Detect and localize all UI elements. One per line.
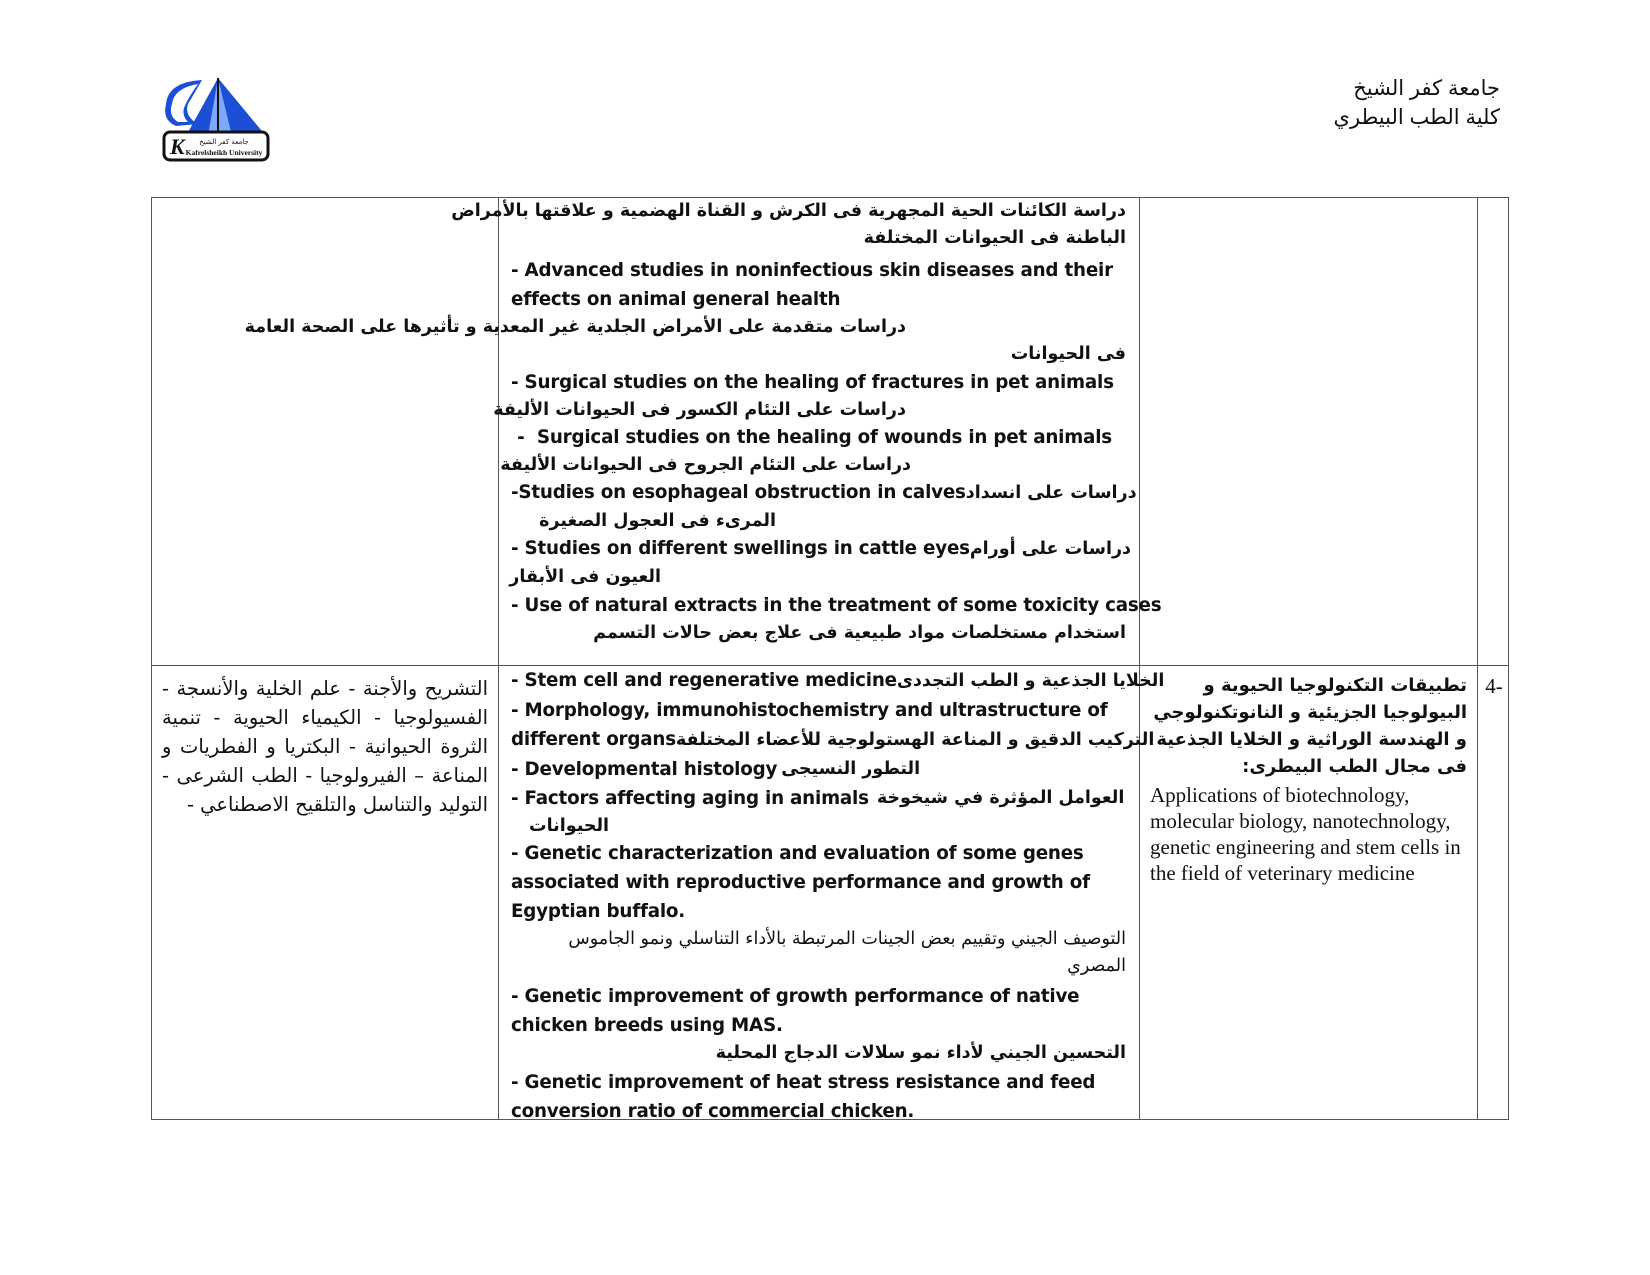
text-ar: دراسات على انسداد: [965, 483, 1137, 503]
text-ar: دراسات على أورام: [969, 539, 1132, 559]
column-divider: [1139, 198, 1140, 1119]
curriculum-table: [151, 197, 1509, 1120]
text-en: - Factors affecting aging in animals: [511, 788, 869, 809]
text-ar: التطور النسيجى: [781, 759, 921, 779]
row1-research-topics: [244, 198, 1162, 646]
text-ar: التركيب الدقيق و المناعة الهستولوجية للأعضاء المختلفة: [675, 730, 1155, 750]
text-line: دراسة الكائنات الحية المجهرية فى الكرش و القناة الهضمية و علاقتها بالأمراض: [451, 201, 1126, 221]
text-line: دراسات على التئام الجروح فى الحيوانات الأليفة: [500, 455, 911, 475]
row2-research-topics: [499, 666, 1165, 1126]
topic-title-ar: تطبيقات التكنولوجيا الحيوية و البيولوجيا الجزيئية و النانوتكنولوجي و الهندسة الوراثية و الخلايا الجذعية فى مجال الطب البيطرى:: [1153, 675, 1467, 777]
text-line: - Morphology, immunohistochemistry and ultrastructure of: [511, 700, 1108, 721]
text-ar: الخلايا الجذعية و الطب التجددى: [896, 671, 1165, 691]
text-line: - Surgical studies on the healing of wounds in pet animals: [511, 427, 1112, 448]
text-line: استخدام مستخلصات مواد طبيعية فى علاج بعض حالات التسمم: [593, 623, 1126, 643]
column-divider: [1477, 198, 1478, 1119]
row2-topic: [1140, 666, 1477, 886]
text-line: المرىء فى العجول الصغيرة: [539, 511, 776, 531]
text-line: [511, 666, 1165, 696]
text-line: chicken breeds using MAS.: [511, 1015, 783, 1036]
text-line: [511, 478, 1137, 508]
text-en: -Studies on esophageal obstruction in calves: [511, 482, 966, 503]
text-line: - Use of natural extracts in the treatment of some toxicity cases: [511, 595, 1162, 616]
text-line: [511, 534, 1132, 564]
text-line: - Genetic improvement of growth performance of native: [511, 986, 1080, 1007]
topic-title-en: Applications of biotechnology, molecular biology, nanotechnology, genetic engineering and stem cells in the field of veterinary medicine: [1150, 783, 1461, 885]
text-en: - Studies on different swellings in cattle eyes: [511, 538, 970, 559]
logo-text-ar: جامعة كفر الشيخ: [199, 138, 249, 146]
row2-number: 4-: [1485, 674, 1503, 698]
text-ar: العوامل المؤثرة في شيخوخة: [876, 788, 1125, 808]
text-line: فى الحيوانات: [1010, 344, 1126, 364]
text-line: التحسين الجيني لأداء نمو سلالات الدجاج المحلية: [715, 1043, 1126, 1063]
text-line: - Surgical studies on the healing of fractures in pet animals: [511, 372, 1114, 393]
text-line: conversion ratio of commercial chicken.: [511, 1101, 915, 1122]
university-name: جامعة كفر الشيخ: [1353, 77, 1500, 100]
text-line: التوصيف الجيني وتقييم بعض الجينات المرتبطة بالأداء التناسلي ونمو الجاموس: [568, 929, 1126, 949]
header-institution: [1334, 74, 1500, 132]
text-line: - Genetic improvement of heat stress resistance and feed: [511, 1072, 1096, 1093]
text-line: العيون فى الأبقار: [509, 567, 661, 587]
svg-text:K: K: [170, 134, 185, 159]
text-line: دراسات على التئام الكسور فى الحيوانات الأليفة: [493, 400, 906, 420]
text-line: دراسات متقدمة على الأمراض الجلدية غير المعدية و تأثيرها على الصحة العامة: [244, 317, 906, 337]
text-en: - Developmental histology: [511, 759, 778, 780]
text-line: المصري: [1067, 956, 1126, 976]
text-line: Egyptian buffalo.: [511, 901, 686, 922]
text-line: [511, 755, 1126, 784]
university-logo: [158, 74, 276, 166]
logo-text-en: Kafrelsheikh University: [185, 148, 263, 157]
text-en: different organs: [511, 729, 676, 750]
faculty-name: كلية الطب البيطري: [1333, 106, 1500, 129]
text-en: - Stem cell and regenerative medicine: [511, 670, 897, 691]
text-line: - Advanced studies in noninfectious skin diseases and their: [511, 260, 1113, 281]
text-line: الباطنة فى الحيوانات المختلفة: [863, 228, 1126, 248]
row2-prerequisite-departments: التشريح والأجنة - علم الخلية والأنسجة - الفسيولوجيا - الكيمياء الحيوية - تنمية الثروة الحيوانية - البكتريا و الفطريات و المناعة – الفيرولوجيا - الطب الشرعى - التوليد والتناسل والتلقيح الاصطناعي -: [162, 677, 488, 816]
text-line: [511, 725, 1155, 755]
text-line: associated with reproductive performance and growth of: [511, 872, 1090, 893]
text-line: [511, 784, 1126, 813]
text-line: effects on animal general health: [511, 289, 841, 310]
text-line: - Genetic characterization and evaluation of some genes: [511, 843, 1084, 864]
text-line: الحيوانات: [529, 816, 610, 836]
